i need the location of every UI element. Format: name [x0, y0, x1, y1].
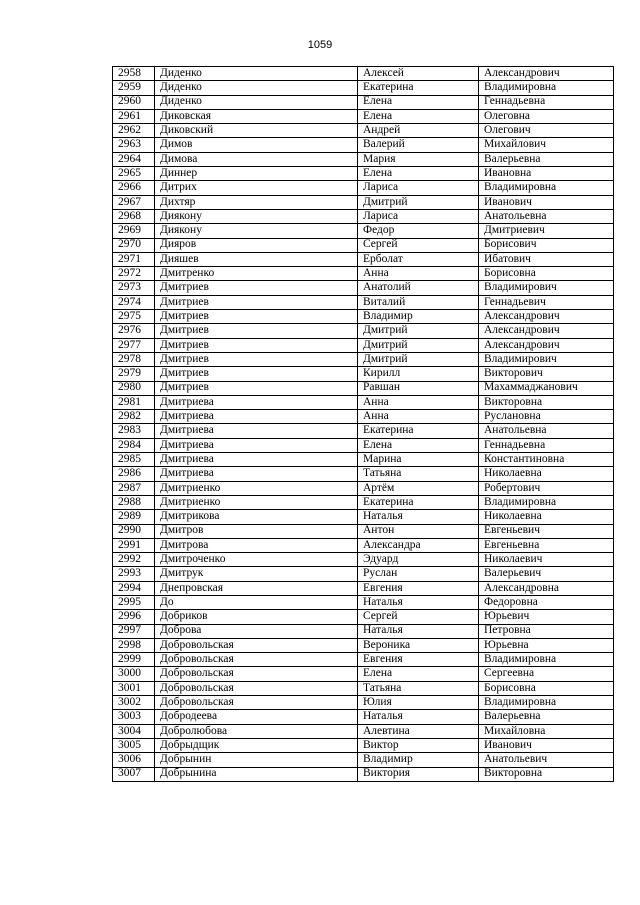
surname-cell: Диковский: [155, 124, 358, 138]
table-row: [113, 410, 614, 424]
patronymic-cell: Валерьевна: [479, 152, 614, 166]
table-row: [113, 152, 614, 166]
record-number-cell: 2982: [113, 410, 155, 424]
patronymic-cell: Николаевна: [479, 510, 614, 524]
page-number: 1059: [307, 39, 333, 51]
patronymic-cell: Владимировна: [479, 81, 614, 95]
record-number-cell: 2981: [113, 395, 155, 409]
first-name-cell: Алексей: [358, 67, 479, 81]
first-name-cell: Анна: [358, 267, 479, 281]
first-name-cell: Татьяна: [358, 681, 479, 695]
roster-table-body: [113, 67, 614, 782]
table-row: [113, 524, 614, 538]
surname-cell: Дмитриева: [155, 438, 358, 452]
patronymic-cell: Ивановна: [479, 167, 614, 181]
first-name-cell: Равшан: [358, 381, 479, 395]
table-row: [113, 467, 614, 481]
record-number-cell: 2962: [113, 124, 155, 138]
table-row: [113, 567, 614, 581]
surname-cell: Дмитриев: [155, 381, 358, 395]
record-number-cell: 2994: [113, 581, 155, 595]
first-name-cell: Вероника: [358, 638, 479, 652]
surname-cell: Дмитриева: [155, 467, 358, 481]
first-name-cell: Владимир: [358, 753, 479, 767]
patronymic-cell: Геннадьевна: [479, 95, 614, 109]
record-number-cell: 2966: [113, 181, 155, 195]
surname-cell: Диякону: [155, 224, 358, 238]
surname-cell: Добровольская: [155, 681, 358, 695]
first-name-cell: Екатерина: [358, 495, 479, 509]
record-number-cell: 2996: [113, 610, 155, 624]
record-number-cell: 3007: [113, 767, 155, 781]
patronymic-cell: Сергеевна: [479, 667, 614, 681]
first-name-cell: Елена: [358, 438, 479, 452]
table-row: [113, 510, 614, 524]
patronymic-cell: Викторович: [479, 367, 614, 381]
surname-cell: Дихтяр: [155, 195, 358, 209]
patronymic-cell: Анатольевич: [479, 753, 614, 767]
record-number-cell: 2988: [113, 495, 155, 509]
record-number-cell: 2961: [113, 109, 155, 123]
record-number-cell: 2968: [113, 209, 155, 223]
patronymic-cell: Владимировна: [479, 495, 614, 509]
record-number-cell: 2960: [113, 95, 155, 109]
patronymic-cell: Александровна: [479, 581, 614, 595]
first-name-cell: Татьяна: [358, 467, 479, 481]
patronymic-cell: Дмитриевич: [479, 224, 614, 238]
patronymic-cell: Борисович: [479, 238, 614, 252]
first-name-cell: Екатерина: [358, 424, 479, 438]
table-row: [113, 481, 614, 495]
first-name-cell: Наталья: [358, 595, 479, 609]
table-row: [113, 367, 614, 381]
table-row: [113, 209, 614, 223]
first-name-cell: Лариса: [358, 209, 479, 223]
first-name-cell: Валерий: [358, 138, 479, 152]
record-number-cell: 2990: [113, 524, 155, 538]
first-name-cell: Ерболат: [358, 252, 479, 266]
surname-cell: Диденко: [155, 67, 358, 81]
first-name-cell: Евгения: [358, 581, 479, 595]
table-row: [113, 395, 614, 409]
table-row: [113, 753, 614, 767]
record-number-cell: 2986: [113, 467, 155, 481]
surname-cell: Дмитриев: [155, 338, 358, 352]
surname-cell: Дмитриенко: [155, 495, 358, 509]
patronymic-cell: Федоровна: [479, 595, 614, 609]
surname-cell: Дмитриенко: [155, 481, 358, 495]
record-number-cell: 2989: [113, 510, 155, 524]
table-row: [113, 624, 614, 638]
surname-cell: Дмитриева: [155, 410, 358, 424]
record-number-cell: 2965: [113, 167, 155, 181]
record-number-cell: 2973: [113, 281, 155, 295]
surname-cell: Диякону: [155, 209, 358, 223]
first-name-cell: Анатолий: [358, 281, 479, 295]
patronymic-cell: Александрович: [479, 338, 614, 352]
table-row: [113, 667, 614, 681]
surname-cell: Дмитрук: [155, 567, 358, 581]
surname-cell: Добрынина: [155, 767, 358, 781]
first-name-cell: Евгения: [358, 653, 479, 667]
first-name-cell: Виктор: [358, 738, 479, 752]
patronymic-cell: Владимировна: [479, 181, 614, 195]
table-row: [113, 495, 614, 509]
first-name-cell: Елена: [358, 667, 479, 681]
first-name-cell: Алевтина: [358, 724, 479, 738]
record-number-cell: 3003: [113, 710, 155, 724]
record-number-cell: 3006: [113, 753, 155, 767]
first-name-cell: Артём: [358, 481, 479, 495]
surname-cell: Добровольская: [155, 696, 358, 710]
first-name-cell: Федор: [358, 224, 479, 238]
first-name-cell: Сергей: [358, 610, 479, 624]
record-number-cell: 2969: [113, 224, 155, 238]
first-name-cell: Наталья: [358, 510, 479, 524]
first-name-cell: Эдуард: [358, 553, 479, 567]
patronymic-cell: Владимирович: [479, 281, 614, 295]
table-row: [113, 424, 614, 438]
surname-cell: Добровольская: [155, 638, 358, 652]
surname-cell: Добролюбова: [155, 724, 358, 738]
first-name-cell: Мария: [358, 152, 479, 166]
table-row: [113, 324, 614, 338]
table-row: [113, 381, 614, 395]
patronymic-cell: Геннадьевич: [479, 295, 614, 309]
patronymic-cell: Иванович: [479, 738, 614, 752]
record-number-cell: 2958: [113, 67, 155, 81]
record-number-cell: 3002: [113, 696, 155, 710]
table-row: [113, 295, 614, 309]
record-number-cell: 3004: [113, 724, 155, 738]
surname-cell: Дмитриев: [155, 295, 358, 309]
table-row: [113, 352, 614, 366]
patronymic-cell: Анатольевна: [479, 209, 614, 223]
table-row: [113, 195, 614, 209]
surname-cell: Добрынин: [155, 753, 358, 767]
record-number-cell: 2993: [113, 567, 155, 581]
surname-cell: Добровольская: [155, 653, 358, 667]
surname-cell: Дмитриев: [155, 281, 358, 295]
record-number-cell: 2967: [113, 195, 155, 209]
table-row: [113, 438, 614, 452]
record-number-cell: 2978: [113, 352, 155, 366]
table-row: [113, 696, 614, 710]
first-name-cell: Марина: [358, 453, 479, 467]
patronymic-cell: Викторовна: [479, 767, 614, 781]
record-number-cell: 2985: [113, 453, 155, 467]
table-row: [113, 767, 614, 781]
patronymic-cell: Иванович: [479, 195, 614, 209]
patronymic-cell: Владимировна: [479, 696, 614, 710]
patronymic-cell: Валерьевна: [479, 710, 614, 724]
patronymic-cell: Владимирович: [479, 352, 614, 366]
first-name-cell: Руслан: [358, 567, 479, 581]
patronymic-cell: Геннадьевна: [479, 438, 614, 452]
table-row: [113, 281, 614, 295]
patronymic-cell: Юрьевна: [479, 638, 614, 652]
surname-cell: Днепровская: [155, 581, 358, 595]
patronymic-cell: Юрьевич: [479, 610, 614, 624]
surname-cell: Дмитриева: [155, 453, 358, 467]
table-row: [113, 181, 614, 195]
first-name-cell: Наталья: [358, 710, 479, 724]
table-row: [113, 338, 614, 352]
table-row: [113, 638, 614, 652]
surname-cell: Димов: [155, 138, 358, 152]
surname-cell: Добродеева: [155, 710, 358, 724]
surname-cell: Дмитрикова: [155, 510, 358, 524]
surname-cell: До: [155, 595, 358, 609]
patronymic-cell: Михайлович: [479, 138, 614, 152]
surname-cell: Дияшев: [155, 252, 358, 266]
record-number-cell: 2995: [113, 595, 155, 609]
first-name-cell: Екатерина: [358, 81, 479, 95]
surname-cell: Добриков: [155, 610, 358, 624]
record-number-cell: 2974: [113, 295, 155, 309]
patronymic-cell: Олегович: [479, 124, 614, 138]
table-row: [113, 553, 614, 567]
record-number-cell: 2979: [113, 367, 155, 381]
patronymic-cell: Борисовна: [479, 267, 614, 281]
first-name-cell: Лариса: [358, 181, 479, 195]
first-name-cell: Владимир: [358, 310, 479, 324]
patronymic-cell: Махаммаджанович: [479, 381, 614, 395]
record-number-cell: 2999: [113, 653, 155, 667]
table-row: [113, 138, 614, 152]
table-row: [113, 681, 614, 695]
surname-cell: Дмитриева: [155, 395, 358, 409]
table-row: [113, 595, 614, 609]
patronymic-cell: Валерьевич: [479, 567, 614, 581]
table-row: [113, 109, 614, 123]
record-number-cell: 2998: [113, 638, 155, 652]
record-number-cell: 2975: [113, 310, 155, 324]
record-number-cell: 3000: [113, 667, 155, 681]
surname-cell: Дмитриев: [155, 310, 358, 324]
table-row: [113, 124, 614, 138]
first-name-cell: Кирилл: [358, 367, 479, 381]
patronymic-cell: Олеговна: [479, 109, 614, 123]
first-name-cell: Александра: [358, 538, 479, 552]
table-row: [113, 267, 614, 281]
surname-cell: Дмитриев: [155, 324, 358, 338]
record-number-cell: 2983: [113, 424, 155, 438]
first-name-cell: Дмитрий: [358, 324, 479, 338]
first-name-cell: Елена: [358, 167, 479, 181]
surname-cell: Димова: [155, 152, 358, 166]
record-number-cell: 2980: [113, 381, 155, 395]
surname-cell: Добрыдщик: [155, 738, 358, 752]
table-row: [113, 710, 614, 724]
patronymic-cell: Александрович: [479, 310, 614, 324]
first-name-cell: Юлия: [358, 696, 479, 710]
table-row: [113, 738, 614, 752]
patronymic-cell: Робертович: [479, 481, 614, 495]
first-name-cell: Дмитрий: [358, 195, 479, 209]
patronymic-cell: Евгеньевич: [479, 524, 614, 538]
first-name-cell: Антон: [358, 524, 479, 538]
record-number-cell: 2984: [113, 438, 155, 452]
table-row: [113, 252, 614, 266]
surname-cell: Диденко: [155, 95, 358, 109]
patronymic-cell: Николаевна: [479, 467, 614, 481]
table-row: [113, 81, 614, 95]
record-number-cell: 2992: [113, 553, 155, 567]
table-row: [113, 610, 614, 624]
record-number-cell: 2971: [113, 252, 155, 266]
first-name-cell: Виталий: [358, 295, 479, 309]
table-row: [113, 653, 614, 667]
record-number-cell: 2977: [113, 338, 155, 352]
record-number-cell: 2964: [113, 152, 155, 166]
roster-table: [112, 66, 614, 782]
record-number-cell: 2991: [113, 538, 155, 552]
surname-cell: Дмитренко: [155, 267, 358, 281]
table-row: [113, 167, 614, 181]
record-number-cell: 3005: [113, 738, 155, 752]
patronymic-cell: Михайловна: [479, 724, 614, 738]
first-name-cell: Дмитрий: [358, 338, 479, 352]
record-number-cell: 3001: [113, 681, 155, 695]
surname-cell: Дмитриева: [155, 424, 358, 438]
surname-cell: Дмитров: [155, 524, 358, 538]
first-name-cell: Елена: [358, 109, 479, 123]
patronymic-cell: Александрович: [479, 324, 614, 338]
table-row: [113, 238, 614, 252]
surname-cell: Диденко: [155, 81, 358, 95]
record-number-cell: 2987: [113, 481, 155, 495]
record-number-cell: 2972: [113, 267, 155, 281]
first-name-cell: Елена: [358, 95, 479, 109]
first-name-cell: Анна: [358, 410, 479, 424]
patronymic-cell: Николаевич: [479, 553, 614, 567]
first-name-cell: Андрей: [358, 124, 479, 138]
table-row: [113, 538, 614, 552]
table-row: [113, 581, 614, 595]
first-name-cell: Сергей: [358, 238, 479, 252]
table-row: [113, 724, 614, 738]
table-row: [113, 67, 614, 81]
first-name-cell: Наталья: [358, 624, 479, 638]
record-number-cell: 2997: [113, 624, 155, 638]
record-number-cell: 2976: [113, 324, 155, 338]
first-name-cell: Дмитрий: [358, 352, 479, 366]
table-row: [113, 453, 614, 467]
surname-cell: Дитрих: [155, 181, 358, 195]
surname-cell: Диковская: [155, 109, 358, 123]
surname-cell: Доброва: [155, 624, 358, 638]
first-name-cell: Виктория: [358, 767, 479, 781]
patronymic-cell: Александрович: [479, 67, 614, 81]
patronymic-cell: Константиновна: [479, 453, 614, 467]
surname-cell: Дмитроченко: [155, 553, 358, 567]
patronymic-cell: Владимировна: [479, 653, 614, 667]
table-row: [113, 310, 614, 324]
surname-cell: Дияров: [155, 238, 358, 252]
surname-cell: Дмитрова: [155, 538, 358, 552]
surname-cell: Дмитриев: [155, 352, 358, 366]
patronymic-cell: Евгеньевна: [479, 538, 614, 552]
table-row: [113, 95, 614, 109]
patronymic-cell: Анатольевна: [479, 424, 614, 438]
table-row: [113, 224, 614, 238]
record-number-cell: 2959: [113, 81, 155, 95]
patronymic-cell: Борисовна: [479, 681, 614, 695]
first-name-cell: Анна: [358, 395, 479, 409]
record-number-cell: 2970: [113, 238, 155, 252]
patronymic-cell: Викторовна: [479, 395, 614, 409]
surname-cell: Дмитриев: [155, 367, 358, 381]
patronymic-cell: Петровна: [479, 624, 614, 638]
surname-cell: Диннер: [155, 167, 358, 181]
record-number-cell: 2963: [113, 138, 155, 152]
patronymic-cell: Ибатович: [479, 252, 614, 266]
patronymic-cell: Руслановна: [479, 410, 614, 424]
surname-cell: Добровольская: [155, 667, 358, 681]
